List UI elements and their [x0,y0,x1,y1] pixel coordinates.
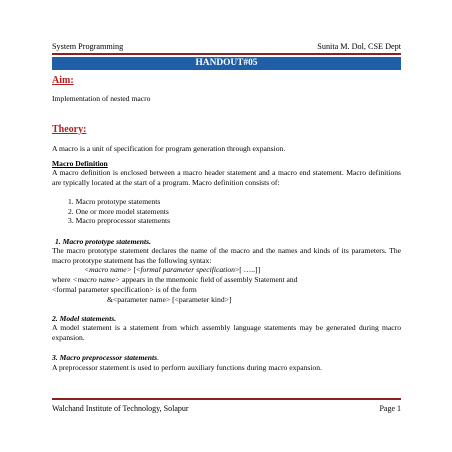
footer-institute: Walchand Institute of Technology, Solapur [52,404,189,413]
list-item: 2. One or more model statements [68,206,169,216]
footer-page-number: Page 1 [379,404,401,413]
list-item: 1. Macro prototype statements [68,197,161,206]
preproc-title-period: . [157,353,159,362]
definition-list [68,197,170,226]
where-line-2: <formal parameter specification> is of the form [52,285,197,294]
parameter-form-line: &<parameter name> [<parameter kind>] [107,295,232,304]
syntax-macro-name: <macro name> [84,265,132,274]
header-rule [52,53,401,55]
theory-title: Theory: [52,124,87,135]
preproc-title: 3. Macro preprocessor statements [52,353,158,362]
theory-intro: A macro is a unit of specification for program generation through expansion. [52,144,286,153]
handout-banner: HANDOUT#05 [52,57,401,70]
prototype-title: 1. Macro prototype statements. [55,237,151,246]
aim-title: Aim: [52,75,74,86]
preproc-title-line [52,353,159,363]
where-macro-name: <macro name> [72,275,121,284]
model-title: 2. Model statements. [52,314,117,323]
document-page [52,32,401,422]
preproc-text: A preprocessor statement is used to perform auxiliary functions during macro expansion. [52,363,322,372]
syntax-formal-param: formal parameter specification [140,265,235,274]
syntax-open: [< [131,265,141,274]
macro-definition-text: A macro definition is enclosed between a macro header statement and a macro end statement. Macro definitions are typically located at the start of a program. Macro definition consists of: [52,168,401,187]
where-rest: appears in the mnemonic field of assembly Statement and [120,275,298,284]
syntax-close: >[ …..]] [234,265,261,274]
syntax-line [84,265,260,275]
model-text: A model statement is a statement from which assembly language statements may be generated during macro expansion. [52,323,401,342]
list-item: 3. Macro preprocessor statements [68,216,171,225]
aim-text: Implementation of nested macro [52,94,151,103]
where-line [52,275,298,285]
header-author: Sunita M. Dol, CSE Dept [317,42,401,51]
footer-rule [52,398,401,400]
prototype-text: The macro prototype statement declares the name of the macro and the names and kinds of its parameters. The macro prototype statement has the following syntax: [52,246,401,265]
header-course: System Programming [52,42,124,51]
where-prefix: where [52,275,73,284]
macro-definition-title: Macro Definition [52,159,108,168]
